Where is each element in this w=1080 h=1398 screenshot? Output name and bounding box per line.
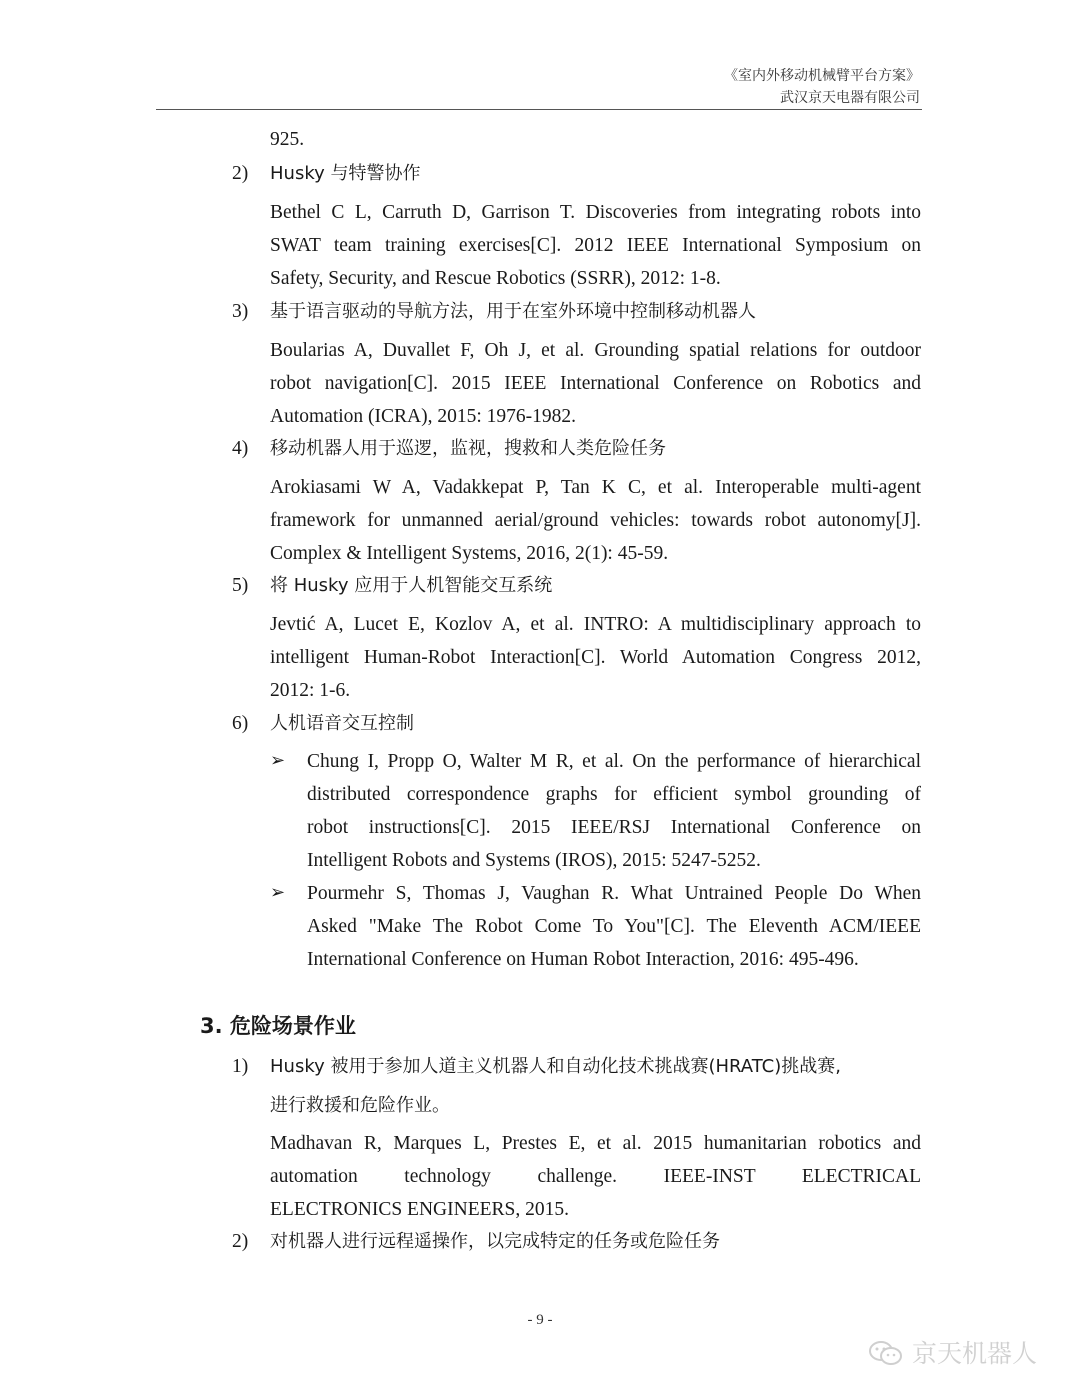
- item-heading: 人机语音交互控制: [270, 713, 414, 734]
- reference-line: Chung I, Propp O, Walter M R, et al. On the performance of hierarchical: [307, 751, 921, 772]
- section-title: 3. 危险场景作业: [200, 1014, 356, 1038]
- item-heading: Husky 被用于参加人道主义机器人和自动化技术挑战赛(HRATC)挑战赛,: [270, 1056, 841, 1077]
- reference-line: Jevtić A, Lucet E, Kozlov A, et al. INTRO: A multidisciplinary approach to: [270, 614, 921, 635]
- item-heading: 进行救援和危险作业。: [270, 1095, 450, 1116]
- item-heading: 将 Husky 应用于人机智能交互系统: [270, 575, 553, 596]
- reference-line: automation technology challenge. IEEE-INST ELECTRICAL: [270, 1166, 921, 1187]
- reference-line: International Conference on Human Robot Interaction, 2016: 495-496.: [307, 949, 859, 970]
- reference-line: Bethel C L, Carruth D, Garrison T. Discoveries from integrating robots into: [270, 202, 921, 223]
- reference-line: 2012: 1-6.: [270, 680, 351, 701]
- reference-line: Boularias A, Duvallet F, Oh J, et al. Grounding spatial relations for outdoor: [270, 340, 921, 361]
- header-title: 《室内外移动机械臂平台方案》: [724, 68, 920, 84]
- reference-line: intelligent Human-Robot Interaction[C]. World Automation Congress 2012,: [270, 647, 921, 668]
- reference-line: framework for unmanned aerial/ground vehicles: towards robot autonomy[J].: [270, 510, 921, 531]
- item-number: 5): [232, 575, 249, 596]
- item-heading: Husky 与特警协作: [270, 163, 421, 184]
- item-number: 6): [232, 713, 249, 734]
- wechat-icon: [868, 1340, 904, 1366]
- reference-line: ELECTRONICS ENGINEERS, 2015.: [270, 1199, 569, 1220]
- item-heading: 对机器人进行远程遥操作，以完成特定的任务或危险任务: [270, 1231, 720, 1252]
- reference-line: Safety, Security, and Rescue Robotics (SSRR), 2012: 1-8.: [270, 268, 721, 289]
- header-company: 武汉京天电器有限公司: [780, 90, 920, 106]
- item-number: 3): [232, 301, 249, 322]
- reference-line: Complex & Intelligent Systems, 2016, 2(1): 45-59.: [270, 543, 669, 564]
- watermark: [868, 1334, 1037, 1368]
- item-number: 1): [232, 1056, 249, 1077]
- reference-line: robot navigation[C]. 2015 IEEE International Conference on Robotics and: [270, 373, 921, 394]
- page-number: - 9 -: [527, 1312, 553, 1328]
- bullet-arrow-icon: ➢: [270, 750, 286, 771]
- item-number: 2): [232, 1231, 249, 1252]
- reference-line: Pourmehr S, Thomas J, Vaughan R. What Untrained People Do When: [307, 883, 921, 904]
- reference-line: SWAT team training exercises[C]. 2012 IEEE International Symposium on: [270, 235, 921, 256]
- page-header: [156, 62, 922, 110]
- item-number: 4): [232, 438, 249, 459]
- reference-line: Asked "Make The Robot Come To You"[C]. The Eleventh ACM/IEEE: [307, 916, 921, 937]
- reference-line: Automation (ICRA), 2015: 1976-1982.: [270, 406, 577, 427]
- reference-line: Arokiasami W A, Vadakkepat P, Tan K C, et al. Interoperable multi-agent: [270, 477, 921, 498]
- watermark-text: 京天机器人: [911, 1339, 1037, 1368]
- item-heading: 基于语言驱动的导航方法，用于在室外环境中控制移动机器人: [270, 301, 756, 322]
- item-heading: 移动机器人用于巡逻，监视，搜救和人类危险任务: [270, 438, 666, 459]
- item-number: 2): [232, 163, 249, 184]
- reference-line: distributed correspondence graphs for efficient symbol grounding of: [307, 784, 921, 805]
- bullet-arrow-icon: ➢: [270, 882, 286, 903]
- reference-line: Madhavan R, Marques L, Prestes E, et al. 2015 humanitarian robotics and: [270, 1133, 921, 1154]
- reference-line: Intelligent Robots and Systems (IROS), 2015: 5247-5252.: [307, 850, 761, 871]
- reference-line: robot instructions[C]. 2015 IEEE/RSJ International Conference on: [307, 817, 921, 838]
- continuation-text: 925.: [270, 129, 305, 150]
